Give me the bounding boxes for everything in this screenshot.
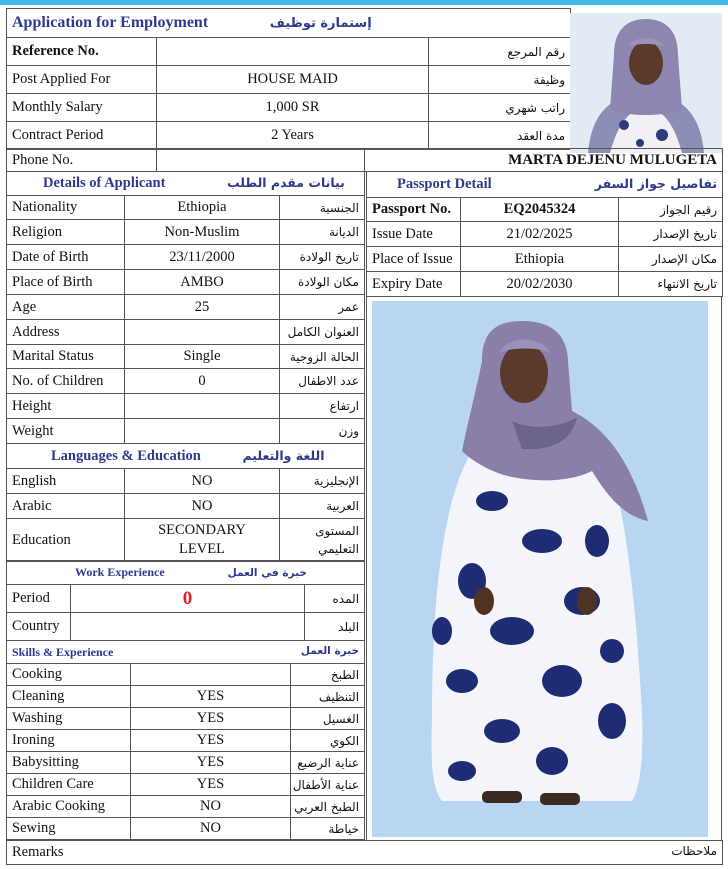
issue-place-label-ar: مكان الإصدار [619,247,723,272]
skill-label: Ironing [7,730,131,752]
work-heading-ar: خبرة في العمل [227,567,307,579]
skill-label: Babysitting [7,752,131,774]
passport-no-value: EQ2045324 [461,198,619,222]
skill-row-arabic-cooking [7,796,365,818]
arabic-label: Arabic [7,494,125,519]
details-table [6,171,365,562]
skill-row-babysitting [7,752,365,774]
passport-heading-en: Passport Detail [397,176,492,192]
employment-application-form [0,5,728,869]
issue-place-value: Ethiopia [461,247,619,272]
country-row [7,613,365,641]
skill-label-ar: الطبخ [291,664,365,686]
english-value: NO [125,469,280,494]
details-heading-en: Details of Applicant [43,175,166,191]
period-label-ar: المده [305,585,365,613]
issue-place-row [367,247,723,272]
expiry-label-ar: تاريخ الانتهاء [619,272,723,297]
expiry-label: Expiry Date [367,272,461,297]
headshot-photo [570,13,722,153]
skills-heading-ar: خبرة العمل [300,644,360,657]
weight-row [7,419,365,444]
english-label: English [7,469,125,494]
reference-label: Reference No. [7,38,157,66]
skill-label: Sewing [7,818,131,840]
skill-value: NO [131,818,291,840]
passport-no-label-ar: رقيم الجواز [619,198,723,222]
skills-table [6,640,365,840]
education-label-ar: المستوى التعليمي [280,519,365,562]
skill-value: NO [131,796,291,818]
full-body-photo [372,301,708,837]
address-row [7,320,365,345]
arabic-row [7,494,365,519]
details-heading-row [7,172,365,196]
dob-value: 23/11/2000 [125,245,280,270]
contract-row [7,122,571,150]
education-row [7,519,365,562]
expiry-row [367,272,723,297]
salary-label: Monthly Salary [7,94,157,122]
children-label-ar: عدد الاطفال [280,369,365,394]
salary-row [7,94,571,122]
weight-label: Weight [7,419,125,444]
work-heading-row [7,561,365,585]
children-row [7,369,365,394]
skill-label: Arabic Cooking [7,796,131,818]
details-heading-ar: بيانات مقدم الطلب [227,175,345,190]
languages-heading-row [7,444,365,469]
post-label: Post Applied For [7,66,157,94]
passport-no-label: Passport No. [367,198,461,222]
form-title-en: Application for Employment [12,14,209,31]
passport-heading-cell [367,172,723,198]
age-label: Age [7,295,125,320]
contract-value: 2 Years [157,122,429,150]
passport-heading-ar: تفاصيل جواز السفر [594,176,718,191]
remarks-cell [7,841,723,865]
address-label-ar: العنوان الكامل [280,320,365,345]
expiry-value: 20/02/2030 [461,272,619,297]
skill-label-ar: الكوي [291,730,365,752]
height-value [125,394,280,419]
contract-label: Contract Period [7,122,157,150]
age-row [7,295,365,320]
country-label-ar: البلد [305,613,365,641]
height-label-ar: ارتفاع [280,394,365,419]
skill-value: YES [131,774,291,796]
skill-row-ironing [7,730,365,752]
header-table [6,8,571,150]
skills-heading-row [7,641,365,664]
skill-label-ar: خياطة [291,818,365,840]
period-label: Period [7,585,71,613]
weight-label-ar: وزن [280,419,365,444]
issue-place-label: Place of Issue [367,247,461,272]
reference-row [7,38,571,66]
skill-label-ar: التنظيف [291,686,365,708]
issue-date-value: 21/02/2025 [461,222,619,247]
passport-no-row [367,198,723,222]
religion-value: Non-Muslim [125,220,280,245]
reference-label-ar: رقم المرجع [429,38,571,66]
applicant-name: MARTA DEJENU MULUGETA [365,149,723,172]
form-title-cell [7,9,571,38]
religion-label-ar: الديانة [280,220,365,245]
religion-label: Religion [7,220,125,245]
phone-value [157,149,365,172]
skill-label: Children Care [7,774,131,796]
passport-table [366,171,723,297]
salary-value: 1,000 SR [157,94,429,122]
dob-row [7,245,365,270]
issue-date-label-ar: تاريخ الإصدار [619,222,723,247]
phone-label: Phone No. [7,149,157,172]
skill-row-cleaning [7,686,365,708]
skill-label: Cleaning [7,686,131,708]
address-value [125,320,280,345]
languages-heading-cell [7,444,365,469]
skill-row-children-care [7,774,365,796]
weight-value [125,419,280,444]
address-label: Address [7,320,125,345]
children-label: No. of Children [7,369,125,394]
height-label: Height [7,394,125,419]
arabic-label-ar: العربية [280,494,365,519]
skill-row-sewing [7,818,365,840]
skill-row-washing [7,708,365,730]
skill-label: Cooking [7,664,131,686]
skill-value: YES [131,730,291,752]
contract-label-ar: مدة العقد [429,122,571,150]
birthplace-row [7,270,365,295]
skill-label-ar: الطبخ العربي [291,796,365,818]
skill-value: YES [131,686,291,708]
period-row [7,585,365,613]
skills-heading-en: Skills & Experience [12,644,114,659]
post-row [7,66,571,94]
passport-heading-row [367,172,723,198]
phone-table [6,148,723,172]
country-value [71,613,305,641]
remarks-label-ar: ملاحظات [671,844,717,858]
arabic-value: NO [125,494,280,519]
age-value: 25 [125,295,280,320]
details-heading-cell [7,172,365,196]
marital-value: Single [125,345,280,369]
skill-label: Washing [7,708,131,730]
nationality-label: Nationality [7,196,125,220]
education-label: Education [7,519,125,562]
form-title-ar: إستمارة توظيف [269,16,372,31]
skill-value [131,664,291,686]
languages-heading-en: Languages & Education [51,447,201,464]
remarks-label: Remarks [12,844,64,860]
children-value: 0 [125,369,280,394]
skill-label-ar: عناية الرضيع [291,752,365,774]
salary-label-ar: راتب شهري [429,94,571,122]
dob-label: Date of Birth [7,245,125,270]
religion-row [7,220,365,245]
height-row [7,394,365,419]
education-value: SECONDARY LEVEL [125,519,280,562]
skill-value: YES [131,752,291,774]
work-table [6,560,365,641]
issue-date-label: Issue Date [367,222,461,247]
remarks-table [6,840,723,865]
post-value: HOUSE MAID [157,66,429,94]
country-label: Country [7,613,71,641]
work-heading-cell [7,561,365,585]
nationality-label-ar: الجنسية [280,196,365,220]
marital-label-ar: الحالة الزوجية [280,345,365,369]
post-label-ar: وظيفة [429,66,571,94]
skill-label-ar: عناية الأطفال [291,774,365,796]
marital-row [7,345,365,369]
skill-value: YES [131,708,291,730]
marital-label: Marital Status [7,345,125,369]
age-label-ar: عمر [280,295,365,320]
dob-label-ar: تاريخ الولادة [280,245,365,270]
nationality-row [7,196,365,220]
skill-label-ar: الغسيل [291,708,365,730]
english-label-ar: الإنجليزية [280,469,365,494]
reference-value [157,38,429,66]
birthplace-value: AMBO [125,270,280,295]
skills-heading-cell [7,641,365,664]
birthplace-label-ar: مكان الولادة [280,270,365,295]
nationality-value: Ethiopia [125,196,280,220]
skill-row-cooking [7,664,365,686]
period-value: 0 [71,585,305,613]
issue-date-row [367,222,723,247]
languages-heading-ar: اللغة والتعليم [242,447,325,463]
remarks-row [7,841,723,865]
work-heading-en: Work Experience [75,565,165,579]
english-row [7,469,365,494]
birthplace-label: Place of Birth [7,270,125,295]
